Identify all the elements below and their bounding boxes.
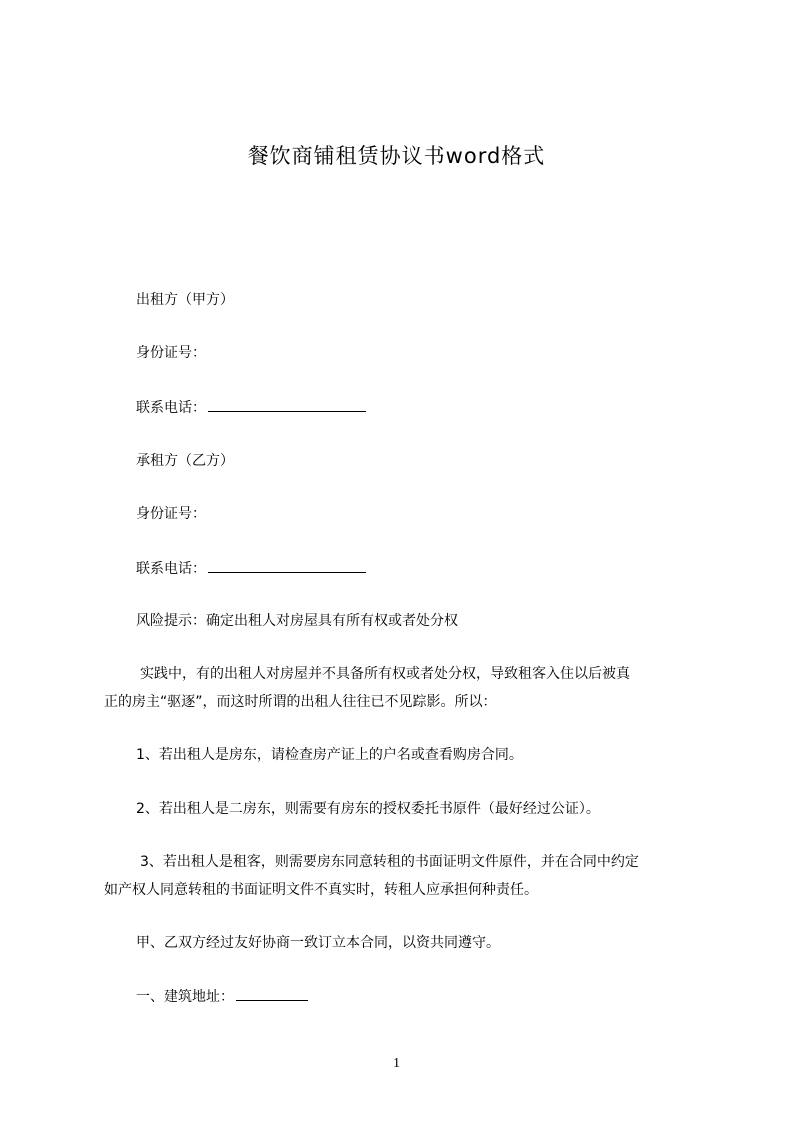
risk-tip: 风险提示：确定出租人对房屋具有所有权或者处分权 <box>136 613 458 629</box>
lessor-phone-row <box>136 397 366 418</box>
item-3-line-1: 3、若出租人是租客，则需要房东同意转租的书面证明文件原件，并在合同中约定 <box>140 854 639 870</box>
lessee-label: 承租方（乙方） <box>136 453 234 469</box>
section-1-blank <box>236 986 308 1001</box>
lessee-phone-blank <box>208 558 366 573</box>
lessor-label: 出租方（甲方） <box>136 292 234 308</box>
section-1-row <box>136 986 308 1007</box>
lessee-phone-row <box>136 558 366 579</box>
practice-line-2: 正的房主“驱逐”，而这时所谓的出租人往往已不见踪影。所以： <box>104 694 497 710</box>
item-2: 2、若出租人是二房东，则需要有房东的授权委托书原件（最好经过公证）。 <box>136 801 600 817</box>
agreement-text: 甲、乙双方经过友好协商一致订立本合同，以资共同遵守。 <box>136 935 500 951</box>
lessor-phone-label: 联系电话： <box>136 400 206 416</box>
lessor-id-label: 身份证号： <box>136 345 206 361</box>
page-number: 1 <box>393 1056 400 1071</box>
practice-line-1: 实践中，有的出租人对房屋并不具备所有权或者处分权，导致租客入住以后被真 <box>140 666 630 682</box>
lessee-id-label: 身份证号： <box>136 506 206 522</box>
item-3-line-2: 如产权人同意转租的书面证明文件不真实时，转租人应承担何种责任。 <box>104 882 538 898</box>
lessee-phone-label: 联系电话： <box>136 561 206 577</box>
document-title: 餐饮商铺租赁协议书word格式 <box>247 144 546 168</box>
lessor-phone-blank <box>208 397 366 412</box>
section-1-label: 一、建筑地址： <box>136 989 234 1005</box>
item-1: 1、若出租人是房东，请检查房产证上的户名或查看购房合同。 <box>136 747 523 763</box>
